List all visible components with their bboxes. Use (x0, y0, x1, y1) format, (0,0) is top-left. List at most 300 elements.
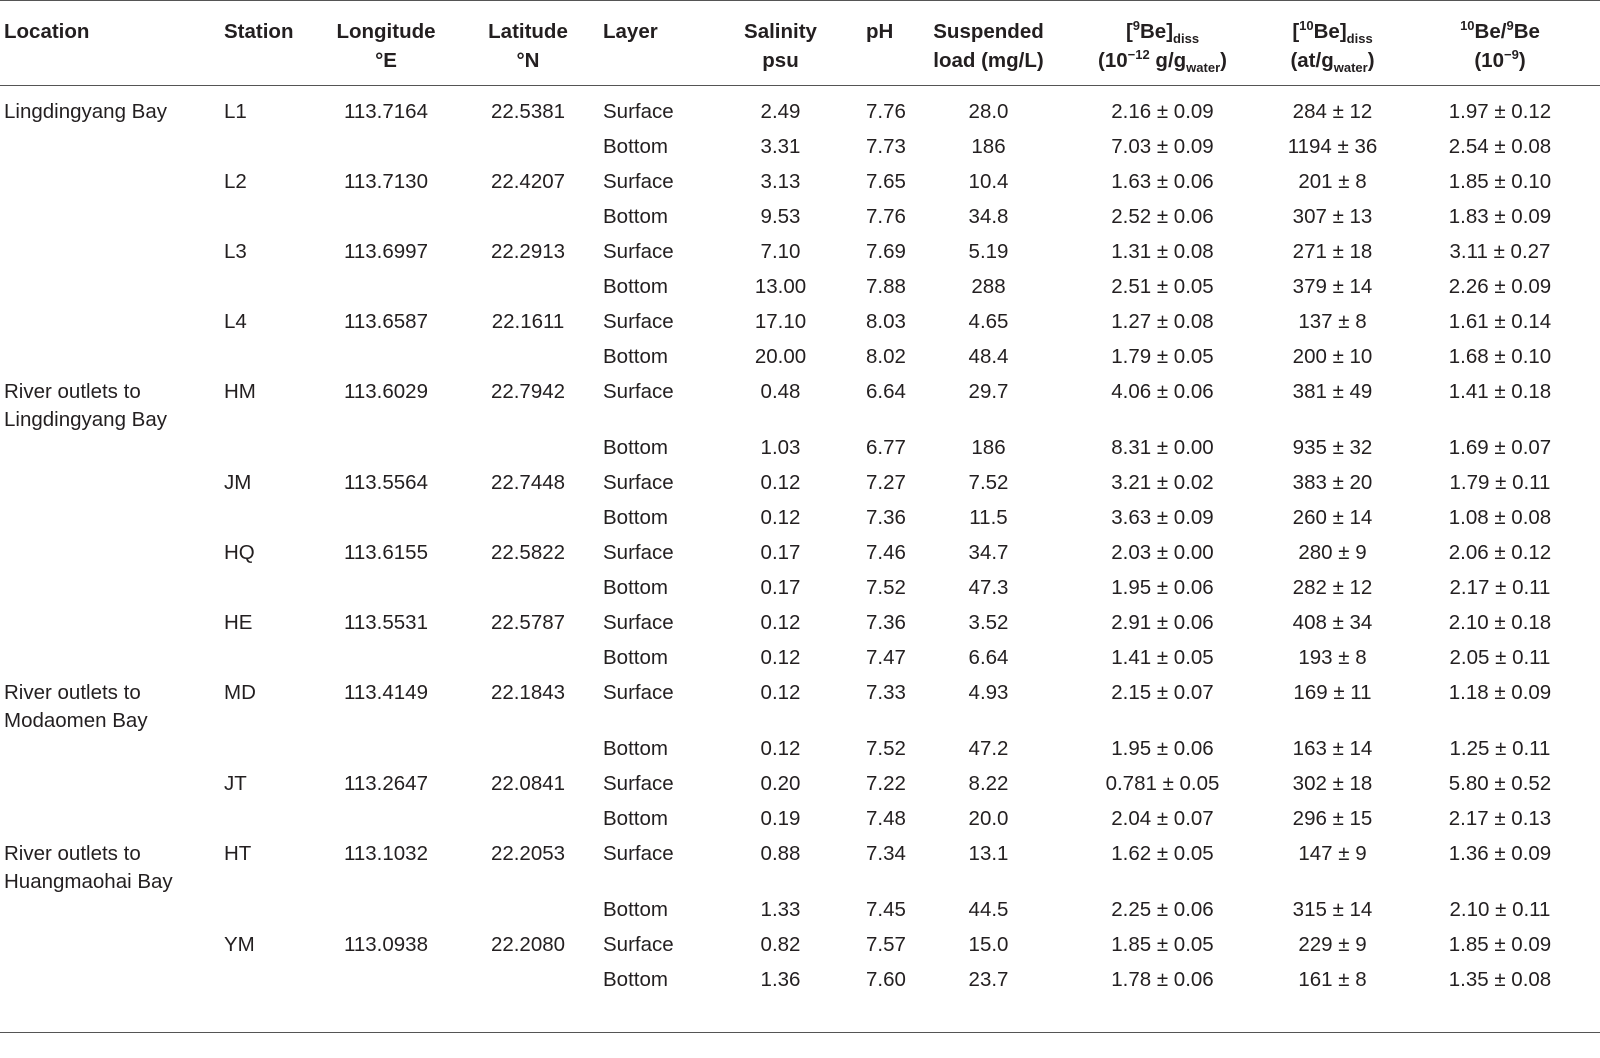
cell-layer: Bottom (603, 968, 668, 991)
cell-latitude: 22.4207 (490, 170, 566, 193)
cell-suspended-load: 44.5 (968, 898, 1009, 921)
cell-be10: 161 ± 8 (1298, 968, 1367, 991)
cell-layer: Bottom (603, 275, 668, 298)
cell-be10: 280 ± 9 (1298, 541, 1367, 564)
cell-ratio: 1.25 ± 0.11 (1449, 737, 1551, 760)
cell-be9: 2.16 ± 0.09 (1111, 100, 1214, 123)
cell-ph: 8.03 (866, 310, 906, 333)
cell-layer: Bottom (603, 135, 668, 158)
cell-ratio: 1.97 ± 0.12 (1448, 100, 1552, 123)
cell-latitude: 22.1611 (491, 310, 565, 333)
cell-suspended-load: 47.2 (968, 737, 1009, 760)
cell-layer: Surface (603, 842, 674, 865)
cell-ratio: 1.83 ± 0.09 (1448, 205, 1552, 228)
cell-location: River outlets to Modaomen Bay (4, 681, 148, 732)
header-salinity: Salinity psu (699, 1, 862, 86)
table-row (0, 168, 1600, 203)
header-layer: Layer (599, 1, 699, 86)
cell-latitude (457, 504, 599, 539)
cell-ratio: 2.26 ± 0.09 (1448, 275, 1552, 298)
cell-be10: 315 ± 14 (1292, 898, 1373, 921)
cell-be9: 2.04 ± 0.07 (1111, 807, 1214, 830)
cell-location (0, 238, 220, 273)
cell-longitude (315, 133, 457, 168)
table-row (0, 86, 1600, 134)
cell-longitude (315, 574, 457, 609)
cell-location: River outlets to Lingdingyang Bay (4, 380, 167, 431)
cell-salinity: 2.49 (760, 100, 801, 123)
cell-salinity: 1.36 (760, 968, 801, 991)
cell-ph: 7.76 (866, 205, 906, 228)
table-row (0, 679, 1600, 735)
cell-layer: Bottom (603, 737, 668, 760)
cell-layer: Bottom (603, 506, 668, 529)
table-row (0, 644, 1600, 679)
cell-station: L1 (224, 100, 247, 123)
table-row (0, 931, 1600, 966)
cell-latitude: 22.2053 (490, 842, 566, 865)
cell-ratio: 2.54 ± 0.08 (1448, 135, 1552, 158)
cell-latitude (457, 133, 599, 168)
cell-ph: 7.27 (866, 471, 906, 494)
cell-salinity: 0.19 (760, 807, 801, 830)
cell-suspended-load: 15.0 (968, 933, 1009, 956)
cell-be9: 8.31 ± 0.00 (1111, 436, 1214, 459)
cell-be9: 1.95 ± 0.06 (1111, 737, 1214, 760)
cell-be9: 3.21 ± 0.02 (1111, 471, 1214, 494)
cell-latitude: 22.0841 (490, 772, 566, 795)
cell-longitude (315, 504, 457, 539)
cell-ratio: 1.08 ± 0.08 (1448, 506, 1552, 529)
cell-ratio: 2.05 ± 0.11 (1449, 646, 1551, 669)
cell-be10: 408 ± 34 (1292, 611, 1373, 634)
cell-be10: 169 ± 11 (1293, 681, 1372, 704)
cell-layer: Bottom (603, 205, 668, 228)
cell-be10: 935 ± 32 (1292, 436, 1373, 459)
cell-layer: Surface (603, 933, 674, 956)
cell-location (0, 273, 220, 308)
cell-be10: 200 ± 10 (1292, 345, 1373, 368)
cell-ph: 7.33 (866, 681, 906, 704)
cell-ph: 7.46 (866, 541, 906, 564)
cell-longitude (315, 735, 457, 770)
cell-location (0, 644, 220, 679)
cell-salinity: 3.31 (760, 135, 801, 158)
cell-location (0, 203, 220, 238)
cell-station: HM (224, 380, 256, 403)
cell-suspended-load: 29.7 (968, 380, 1009, 403)
header-ratio: $^{10}$Be/$^9$Be $(10^{-9})$ (1400, 1, 1600, 86)
cell-salinity: 0.48 (760, 380, 801, 403)
cell-station (220, 735, 315, 770)
cell-ratio: 2.10 ± 0.11 (1449, 898, 1551, 921)
cell-location (0, 308, 220, 343)
cell-layer: Surface (603, 772, 674, 795)
table-row (0, 434, 1600, 469)
cell-ratio: 1.85 ± 0.09 (1448, 933, 1552, 956)
cell-be9: 1.63 ± 0.06 (1111, 170, 1214, 193)
cell-layer: Surface (603, 611, 674, 634)
cell-suspended-load: 8.22 (968, 772, 1009, 795)
cell-station (220, 896, 315, 931)
cell-be10: 193 ± 8 (1298, 646, 1367, 669)
cell-ratio: 1.36 ± 0.09 (1448, 842, 1552, 865)
cell-station (220, 805, 315, 840)
cell-suspended-load: 186 (971, 436, 1006, 459)
cell-latitude (457, 434, 599, 469)
table-row (0, 203, 1600, 238)
cell-station (220, 644, 315, 679)
cell-salinity: 13.00 (754, 275, 807, 298)
cell-longitude (315, 805, 457, 840)
cell-layer: Surface (603, 471, 674, 494)
cell-be9: 1.41 ± 0.05 (1111, 646, 1214, 669)
cell-ratio: 2.10 ± 0.18 (1448, 611, 1552, 634)
cell-station (220, 133, 315, 168)
cell-be10: 379 ± 14 (1292, 275, 1373, 298)
cell-suspended-load: 3.52 (968, 611, 1009, 634)
cell-latitude: 22.2080 (490, 933, 566, 956)
cell-salinity: 0.88 (760, 842, 801, 865)
cell-be10: 381 ± 49 (1292, 380, 1373, 403)
cell-ph: 6.77 (866, 436, 906, 459)
cell-be9: 2.52 ± 0.06 (1111, 205, 1214, 228)
cell-longitude (315, 434, 457, 469)
cell-longitude: 113.7164 (344, 100, 428, 123)
cell-latitude: 22.5381 (490, 100, 566, 123)
cell-latitude (457, 805, 599, 840)
cell-location (0, 539, 220, 574)
header-be9: $[^9Be]_{diss}$ ($10^{-12}$ $g/g_{water}$) (1060, 1, 1265, 86)
cell-ph: 7.52 (866, 737, 906, 760)
cell-location (0, 931, 220, 966)
cell-longitude: 113.6155 (344, 541, 428, 564)
cell-latitude (457, 343, 599, 378)
cell-station: JT (224, 772, 247, 795)
cell-ph: 7.34 (866, 842, 906, 865)
cell-suspended-load: 28.0 (968, 100, 1009, 123)
cell-ratio: 1.85 ± 0.10 (1448, 170, 1552, 193)
cell-be9: 1.85 ± 0.05 (1111, 933, 1214, 956)
cell-suspended-load: 10.4 (968, 170, 1009, 193)
cell-station (220, 434, 315, 469)
table-row (0, 770, 1600, 805)
cell-salinity: 0.12 (760, 681, 801, 704)
cell-ph: 7.48 (866, 807, 906, 830)
cell-station: HE (224, 611, 253, 634)
cell-salinity: 0.12 (760, 611, 801, 634)
cell-latitude (457, 735, 599, 770)
cell-salinity: 20.00 (754, 345, 807, 368)
cell-suspended-load: 4.93 (968, 681, 1009, 704)
cell-station: L4 (224, 310, 247, 333)
table-row (0, 133, 1600, 168)
cell-ph: 7.47 (866, 646, 906, 669)
table-row (0, 504, 1600, 539)
cell-ratio: 1.41 ± 0.18 (1448, 380, 1552, 403)
cell-latitude (457, 966, 599, 1011)
cell-longitude (315, 644, 457, 679)
cell-longitude: 113.4149 (344, 681, 428, 704)
cell-location (0, 770, 220, 805)
cell-location (0, 805, 220, 840)
cell-ph: 8.02 (866, 345, 906, 368)
table-row (0, 966, 1600, 1011)
cell-ph: 7.36 (866, 506, 906, 529)
cell-salinity: 0.17 (760, 541, 801, 564)
cell-location (0, 896, 220, 931)
cell-suspended-load: 7.52 (968, 471, 1009, 494)
cell-suspended-load: 288 (971, 275, 1006, 298)
header-ph: pH (862, 1, 917, 86)
cell-longitude (315, 273, 457, 308)
cell-salinity: 7.10 (760, 240, 801, 263)
cell-be10: 383 ± 20 (1292, 471, 1373, 494)
cell-suspended-load: 5.19 (968, 240, 1009, 263)
cell-station (220, 574, 315, 609)
cell-latitude: 22.2913 (490, 240, 566, 263)
header-latitude: Latitude °N (457, 1, 599, 86)
cell-ph: 7.57 (866, 933, 906, 956)
header-be10: $[^{10}Be]_{diss}$ $(at/g_{water})$ (1265, 1, 1400, 86)
cell-latitude: 22.1843 (490, 681, 566, 704)
cell-latitude (457, 273, 599, 308)
cell-salinity: 0.12 (760, 506, 801, 529)
cell-longitude: 113.7130 (344, 170, 428, 193)
cell-suspended-load: 34.7 (968, 541, 1009, 564)
cell-ratio: 1.18 ± 0.09 (1448, 681, 1552, 704)
cell-salinity: 0.82 (760, 933, 801, 956)
cell-suspended-load: 13.1 (968, 842, 1009, 865)
cell-ph: 7.76 (866, 100, 906, 123)
cell-longitude: 113.6029 (344, 380, 428, 403)
cell-layer: Surface (603, 541, 674, 564)
cell-latitude: 22.7448 (490, 471, 566, 494)
header-suspended-load: Suspended load (mg/L) (917, 1, 1060, 86)
cell-be10: 163 ± 14 (1292, 737, 1373, 760)
cell-location (0, 168, 220, 203)
cell-ph: 7.22 (866, 772, 906, 795)
cell-layer: Surface (603, 100, 674, 123)
cell-layer: Surface (603, 681, 674, 704)
cell-station: L3 (224, 240, 247, 263)
cell-be9: 2.91 ± 0.06 (1111, 611, 1214, 634)
cell-location (0, 966, 220, 1011)
cell-be10: 296 ± 15 (1292, 807, 1373, 830)
table-row (0, 574, 1600, 609)
cell-latitude (457, 574, 599, 609)
header-location: Location (0, 1, 220, 86)
cell-ph: 7.69 (866, 240, 906, 263)
table-body (0, 86, 1600, 1012)
cell-layer: Bottom (603, 576, 668, 599)
cell-salinity: 17.10 (754, 310, 807, 333)
cell-suspended-load: 6.64 (968, 646, 1009, 669)
cell-station: HT (224, 842, 252, 865)
cell-be10: 284 ± 12 (1292, 100, 1373, 123)
cell-ph: 7.88 (866, 275, 906, 298)
cell-station: MD (224, 681, 256, 704)
cell-be9: 4.06 ± 0.06 (1111, 380, 1214, 403)
cell-be9: 2.51 ± 0.05 (1111, 275, 1214, 298)
table-row (0, 609, 1600, 644)
cell-station (220, 273, 315, 308)
cell-salinity: 9.53 (760, 205, 801, 228)
cell-be10: 282 ± 12 (1292, 576, 1373, 599)
cell-be9: 1.31 ± 0.08 (1111, 240, 1214, 263)
cell-longitude: 113.2647 (344, 772, 428, 795)
cell-be9: 3.63 ± 0.09 (1111, 506, 1214, 529)
cell-layer: Bottom (603, 436, 668, 459)
cell-ph: 7.36 (866, 611, 906, 634)
table-header (0, 1, 1600, 86)
cell-salinity: 3.13 (760, 170, 801, 193)
cell-longitude: 113.0938 (344, 933, 428, 956)
cell-location: River outlets to Huangmaohai Bay (4, 842, 173, 893)
cell-longitude (315, 966, 457, 1011)
cell-latitude (457, 644, 599, 679)
cell-location (0, 434, 220, 469)
cell-ratio: 2.06 ± 0.12 (1448, 541, 1552, 564)
cell-salinity: 0.20 (760, 772, 801, 795)
cell-station: JM (224, 471, 252, 494)
cell-longitude: 113.5531 (344, 611, 428, 634)
cell-station: HQ (224, 541, 255, 564)
cell-be9: 1.79 ± 0.05 (1111, 345, 1214, 368)
cell-be10: 260 ± 14 (1292, 506, 1373, 529)
cell-suspended-load: 4.65 (968, 310, 1009, 333)
cell-ratio: 5.80 ± 0.52 (1448, 772, 1552, 795)
cell-longitude: 113.5564 (344, 471, 428, 494)
cell-ph: 7.73 (866, 135, 906, 158)
table-row (0, 539, 1600, 574)
header-longitude: Longitude °E (315, 1, 457, 86)
cell-be10: 201 ± 8 (1298, 170, 1367, 193)
cell-layer: Bottom (603, 807, 668, 830)
cell-salinity: 1.03 (760, 436, 801, 459)
cell-layer: Surface (603, 310, 674, 333)
cell-ph: 6.64 (866, 380, 906, 403)
cell-latitude: 22.5822 (490, 541, 566, 564)
cell-layer: Surface (603, 240, 674, 263)
cell-be10: 307 ± 13 (1292, 205, 1373, 228)
cell-latitude: 22.7942 (490, 380, 566, 403)
cell-be9: 1.27 ± 0.08 (1111, 310, 1214, 333)
cell-be10: 147 ± 9 (1298, 842, 1367, 865)
cell-station: YM (224, 933, 255, 956)
bottom-rule (0, 1032, 1600, 1033)
cell-ph: 7.52 (866, 576, 906, 599)
cell-suspended-load: 34.8 (968, 205, 1009, 228)
cell-location (0, 469, 220, 504)
cell-station (220, 203, 315, 238)
table-row (0, 840, 1600, 896)
cell-layer: Surface (603, 380, 674, 403)
table-row (0, 805, 1600, 840)
table-row (0, 896, 1600, 931)
cell-location (0, 343, 220, 378)
cell-suspended-load: 23.7 (968, 968, 1009, 991)
cell-location (0, 609, 220, 644)
cell-latitude (457, 896, 599, 931)
cell-ratio: 2.17 ± 0.11 (1449, 576, 1551, 599)
cell-longitude (315, 343, 457, 378)
cell-station (220, 966, 315, 1011)
cell-be10: 271 ± 18 (1292, 240, 1373, 263)
cell-suspended-load: 186 (971, 135, 1006, 158)
cell-ratio: 1.61 ± 0.14 (1448, 310, 1552, 333)
cell-longitude (315, 203, 457, 238)
cell-be9: 1.78 ± 0.06 (1111, 968, 1214, 991)
header-station: Station (220, 1, 315, 86)
cell-station: L2 (224, 170, 247, 193)
cell-salinity: 0.12 (760, 737, 801, 760)
cell-be10: 1194 ± 36 (1287, 135, 1378, 158)
cell-station (220, 343, 315, 378)
cell-location (0, 504, 220, 539)
cell-salinity: 1.33 (760, 898, 801, 921)
cell-layer: Bottom (603, 646, 668, 669)
cell-be9: 1.62 ± 0.05 (1111, 842, 1214, 865)
cell-ratio: 3.11 ± 0.27 (1449, 240, 1551, 263)
cell-ph: 7.60 (866, 968, 906, 991)
cell-be10: 137 ± 8 (1298, 310, 1367, 333)
cell-be9: 0.781 ± 0.05 (1105, 772, 1220, 795)
cell-longitude (315, 896, 457, 931)
table-row (0, 273, 1600, 308)
cell-layer: Surface (603, 170, 674, 193)
table-row (0, 343, 1600, 378)
cell-ph: 7.45 (866, 898, 906, 921)
cell-be9: 7.03 ± 0.09 (1111, 135, 1214, 158)
cell-suspended-load: 47.3 (968, 576, 1009, 599)
cell-ratio: 1.79 ± 0.11 (1449, 471, 1551, 494)
cell-ratio: 1.69 ± 0.07 (1448, 436, 1552, 459)
cell-suspended-load: 20.0 (968, 807, 1009, 830)
cell-location: Lingdingyang Bay (4, 100, 167, 123)
cell-layer: Bottom (603, 898, 668, 921)
cell-be9: 2.03 ± 0.00 (1111, 541, 1214, 564)
cell-layer: Bottom (603, 345, 668, 368)
cell-be10: 229 ± 9 (1298, 933, 1367, 956)
table-row (0, 238, 1600, 273)
table-row (0, 308, 1600, 343)
cell-salinity: 0.17 (760, 576, 801, 599)
cell-longitude: 113.6587 (344, 310, 428, 333)
cell-be9: 2.15 ± 0.07 (1111, 681, 1214, 704)
cell-be9: 2.25 ± 0.06 (1111, 898, 1214, 921)
cell-suspended-load: 48.4 (968, 345, 1009, 368)
cell-suspended-load: 11.5 (969, 506, 1008, 529)
cell-ph: 7.65 (866, 170, 906, 193)
cell-latitude (457, 203, 599, 238)
cell-ratio: 1.35 ± 0.08 (1448, 968, 1552, 991)
cell-ratio: 1.68 ± 0.10 (1448, 345, 1552, 368)
cell-station (220, 504, 315, 539)
table-row (0, 735, 1600, 770)
table-row (0, 378, 1600, 434)
cell-location (0, 735, 220, 770)
cell-salinity: 0.12 (760, 646, 801, 669)
cell-longitude: 113.1032 (344, 842, 428, 865)
cell-salinity: 0.12 (760, 471, 801, 494)
cell-ratio: 2.17 ± 0.13 (1448, 807, 1552, 830)
cell-location (0, 133, 220, 168)
cell-longitude: 113.6997 (344, 240, 428, 263)
cell-latitude: 22.5787 (490, 611, 566, 634)
cell-location (0, 574, 220, 609)
cell-be10: 302 ± 18 (1292, 772, 1373, 795)
